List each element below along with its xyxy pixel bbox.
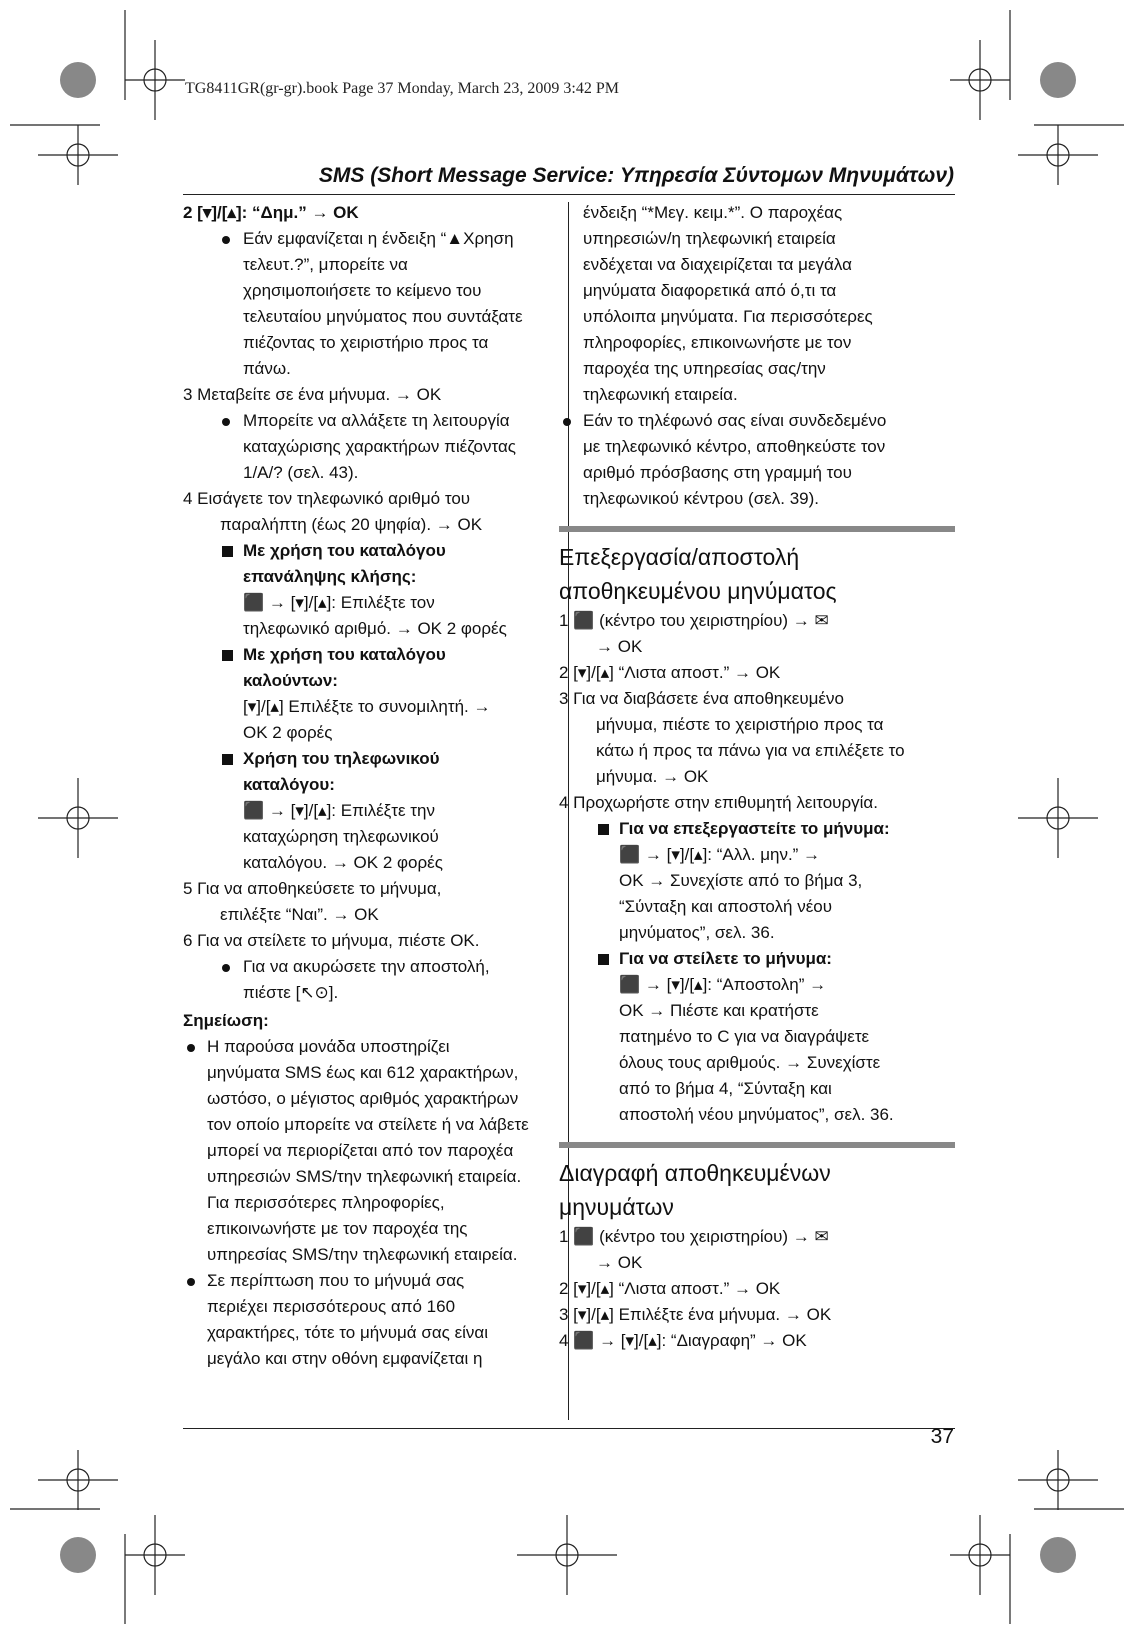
text-line: επιλέξτε “Ναι”. → OK [220, 905, 379, 924]
bullet: Μπορείτε να αλλάξετε τη λειτουργία [183, 408, 559, 434]
text-line: πληροφορίες, επικοινωνήστε με τον [583, 333, 852, 352]
text-line: τηλεφωνικού κέντρου (σελ. 39). [583, 489, 819, 508]
text-line: υπόλοιπα μηνύματα. Για περισσότερες [583, 307, 873, 326]
text-line: πιέζοντας το χειριστήριο προς τα [243, 333, 489, 352]
bullet: Εάν εμφανίζεται η ένδειξη “▲Χρηση [183, 226, 559, 252]
step-3: 3 Μεταβείτε σε ένα μήνυμα. → OK [183, 385, 442, 404]
text-line: παροχέα της υπηρεσίας σας/την [583, 359, 826, 378]
text-line: υπηρεσιών SMS/την τηλεφωνική εταιρεία. [207, 1167, 522, 1186]
text-line: καταχώρισης χαρακτήρων πιέζοντας [243, 437, 516, 456]
text-line: ⬛ → [▾]/[▴]: Επιλέξτε την [243, 801, 435, 820]
text-line: ⬛ → [▾]/[▴]: Επιλέξτε τον [243, 593, 435, 612]
step-2: 2 [▾]/[▴] “Λιστα αποστ.” → OK [559, 663, 781, 682]
text-line: επικοινωνήστε με τον παροχέα της [207, 1219, 468, 1238]
running-title: SMS (Short Message Service: Υπηρεσία Σύντομων Μηνυμάτων) [318, 164, 954, 187]
text-line: ένδειξη “*Μεγ. κειμ.*”. Ο παροχέας [583, 203, 843, 222]
text-line: ⬛ → [▾]/[▴]: “Αποστολη” → [619, 975, 827, 994]
text-line: πιέστε [↖⊙]. [243, 983, 339, 1002]
section-heading [559, 526, 955, 608]
text-line: από το βήμα 4, “Σύνταξη και [619, 1079, 832, 1098]
bullet: Για να ακυρώσετε την αποστολή, [183, 954, 559, 980]
print-header: TG8411GR(gr-gr).book Page 37 Monday, March 23, 2009 3:42 PM [185, 80, 619, 97]
note-bullet: Εάν το τηλέφωνό σας είναι συνδεδεμένο [559, 408, 955, 434]
heading-line: Διαγραφή αποθηκευμένων [559, 1160, 831, 1186]
footer-rule [183, 1428, 955, 1429]
text-line: μπορεί να περιορίζεται από τον παροχέα [207, 1141, 514, 1160]
text-line: χρησιμοποιήσετε το κείμενο του [243, 281, 482, 300]
subhead: Για να στείλετε το μήνυμα: [559, 946, 955, 972]
text-line: μηνύματα διαφορετικά από ό,τι τα [583, 281, 837, 300]
step-2: 2 [▾]/[▴] “Λιστα αποστ.” → OK [559, 1279, 781, 1298]
step-1: 1 ⬛ (κέντρο του χειριστηρίου) → ✉ [559, 611, 829, 630]
header-rule [183, 194, 955, 195]
subhead: Με χρήση του καταλόγου [183, 538, 559, 564]
text-line: ωστόσο, ο μέγιστος αριθμός χαρακτήρων [207, 1089, 519, 1108]
text-line: περιέχει περισσότερους από 160 [207, 1297, 456, 1316]
text-line: τελευτ.?”, μπορείτε να [243, 255, 408, 274]
subhead: Για να επεξεργαστείτε το μήνυμα: [559, 816, 955, 842]
subhead: Χρήση του τηλεφωνικού [183, 746, 559, 772]
step-4: 4 ⬛ → [▾]/[▴]: “Διαγραφη” → OK [559, 1331, 807, 1350]
note-title: Σημείωση: [183, 1011, 269, 1030]
step-1: 1 ⬛ (κέντρο του χειριστηρίου) → ✉ [559, 1227, 829, 1246]
text-line: πάνω. [243, 359, 291, 378]
text-line: μηνύματα SMS έως και 612 χαρακτήρων, [207, 1063, 519, 1082]
text-line: → OK [596, 637, 643, 656]
text-line: “Σύνταξη και αποστολή νέου [619, 897, 833, 916]
text-line: 1/A/? (σελ. 43). [243, 463, 359, 482]
text-line: τελευταίου μηνύματος που συντάξατε [243, 307, 523, 326]
text-line: → OK [596, 1253, 643, 1272]
text-line: OK 2 φορές [243, 723, 333, 742]
text-line: καταλόγου. → OK 2 φορές [243, 853, 443, 872]
text-line: [▾]/[▴] Επιλέξτε το συνομιλητή. → [243, 697, 491, 716]
heading-line: αποθηκευμένου μηνύματος [559, 578, 837, 604]
text-line: μήνυμα, πιέστε το χειριστήριο προς τα [596, 715, 884, 734]
text-line: τηλεφωνική εταιρεία. [583, 385, 738, 404]
text-line: πατημένο το C για να διαγράψετε [619, 1027, 870, 1046]
right-column [559, 200, 955, 1354]
text-line: μηνύματος”, σελ. 36. [619, 923, 775, 942]
text-line: καταχώρηση τηλεφωνικού [243, 827, 439, 846]
text-line: τον οποίο μπορείτε να στείλετε ή να λάβετε [207, 1115, 529, 1134]
note-bullet: Η παρούσα μονάδα υποστηρίζει [183, 1034, 559, 1060]
step-3: 3 [▾]/[▴] Επιλέξτε ένα μήνυμα. → OK [559, 1305, 832, 1324]
text-line: καλούντων: [243, 671, 338, 690]
text-line: OK → Πιέστε και κρατήστε [619, 1001, 819, 1020]
text-line: καταλόγου: [243, 775, 335, 794]
text-line: υπηρεσίας SMS/την τηλεφωνική εταιρεία. [207, 1245, 518, 1264]
step-3: 3 Για να διαβάσετε ένα αποθηκευμένο [559, 689, 844, 708]
heading-line: μηνυμάτων [559, 1194, 674, 1220]
text-line: κάτω ή προς τα πάνω για να επιλέξετε το [596, 741, 905, 760]
text-line: ενδέχεται να διαχειρίζεται τα μεγάλα [583, 255, 852, 274]
step-6: 6 Για να στείλετε το μήνυμα, πιέστε OK. [183, 931, 480, 950]
text-line: OK → Συνεχίστε από το βήμα 3, [619, 871, 863, 890]
left-column [183, 200, 559, 1372]
heading-line: Επεξεργασία/αποστολή [559, 544, 800, 570]
step-4: 4 Προχωρήστε στην επιθυμητή λειτουργία. [559, 793, 878, 812]
text-line: Για περισσότερες πληροφορίες, [207, 1193, 445, 1212]
text-line: αριθμό πρόσβασης στη γραμμή του [583, 463, 852, 482]
text-line: μεγάλο και στην οθόνη εμφανίζεται η [207, 1349, 483, 1368]
text-line: όλους τους αριθμούς. → Συνεχίστε [619, 1053, 881, 1072]
text-line: μήνυμα. → OK [596, 767, 709, 786]
text-line: με τηλεφωνικό κέντρο, αποθηκεύστε τον [583, 437, 886, 456]
step-2: 2 [▾]/[▴]: “Δημ.” → OK [183, 203, 359, 222]
text-line: υπηρεσιών/η τηλεφωνική εταιρεία [583, 229, 836, 248]
text-line: χαρακτήρες, τότε το μήνυμά σας είναι [207, 1323, 489, 1342]
text-line: ⬛ → [▾]/[▴]: “Αλλ. μην.” → [619, 845, 821, 864]
text-line: αποστολή νέου μηνύματος”, σελ. 36. [619, 1105, 894, 1124]
text-line: παραλήπτη (έως 20 ψηφία). → OK [220, 515, 483, 534]
step-5: 5 Για να αποθηκεύσετε το μήνυμα, [183, 879, 442, 898]
page-number: 37 [930, 1425, 954, 1448]
section-heading [559, 1142, 955, 1224]
subhead: Με χρήση του καταλόγου [183, 642, 559, 668]
text-line: τηλεφωνικό αριθμό. → OK 2 φορές [243, 619, 507, 638]
step-4: 4 Εισάγετε τον τηλεφωνικό αριθμό του [183, 489, 471, 508]
text-line: επανάληψης κλήσης: [243, 567, 417, 586]
note-bullet: Σε περίπτωση που το μήνυμά σας [183, 1268, 559, 1294]
